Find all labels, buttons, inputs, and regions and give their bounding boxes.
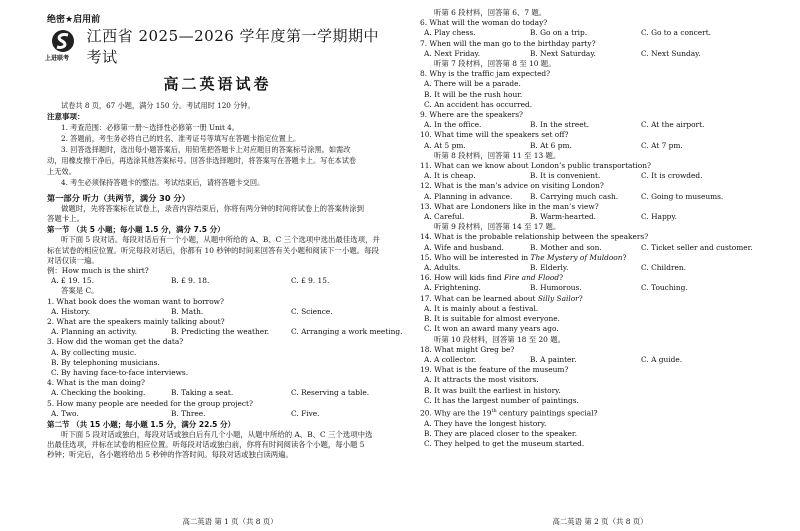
option: C. Touching. [641,283,688,293]
options [420,49,786,59]
option: B. Elderly. [530,263,569,273]
option: B. It is suitable for almost everyone. [424,314,560,324]
option: B. Three. [171,408,206,418]
option: C. It won an award many years ago. [424,324,559,334]
option: B. By telephoning musicians. [51,357,160,367]
option: A. A collector. [424,354,477,364]
option: A. History. [51,306,91,316]
options [420,243,786,253]
book-title: The Mystery of Muldoon [530,252,623,262]
options [420,120,786,130]
option: A. It is cheap. [424,171,476,181]
option: C. Go to a concert. [641,28,712,38]
option: C. Children. [641,263,686,273]
options [420,28,786,38]
option: A. At 5 pm. [424,140,466,150]
option: B. Predicting the weather. [171,327,270,337]
question-text: 20. Why are the 19 [420,408,492,418]
question: 5. How many people are needed for the group project? [47,398,253,408]
option: C. By having face-to-face interviews. [51,368,189,378]
note-line: 动，用橡皮擦干净后，再选涂其他答案标号。回答非选择题时，将答案写在答题卡上。写在本试卷 [47,156,357,165]
question: 18. What might Greg be? [420,344,515,354]
book-title: Silly Sailor [537,293,579,303]
question: 6. What will the woman do today? [420,18,548,28]
question: 7. When will the man go to the birthday party? [420,38,596,48]
option: B. Go on a trip. [530,28,588,38]
question: 4. What is the man doing? [47,378,145,388]
option: C. At 7 pm. [641,140,683,150]
question: 8. Why is the traffic jam expected? [420,69,551,79]
option: C. Going to museums. [641,191,724,201]
exam-meta: 试卷共 8 页，67 小题，满分 150 分。考试用时 120 分钟。 [61,101,255,110]
question-mark: ? [622,252,627,262]
question: 13. What are Londoners like in the man’s view? [420,201,599,211]
question-text: 17. What can be learned about [420,293,538,303]
question-text: 15. Who will be interested in [420,252,531,262]
sec1-head: 第一节 （共 5 小题；每小题 1.5 分，满分 7.5 分） [47,225,225,235]
notes-head: 注意事项： [47,112,85,121]
option: C. A guide. [641,354,683,364]
option: C. Ticket seller and customer. [641,242,753,252]
question: 1. What book does the woman want to borrow? [47,296,224,306]
listen-instruction: 听第 10 段材料，回答第 18 至 20 题。 [434,334,565,344]
question-text-end: century paintings special? [496,408,598,418]
option: A. £ 19. 15. [51,276,94,286]
note-line: 4. 考生必须保持答题卡的整洁。考试结束后，请将答题卡交回。 [61,178,265,187]
question [420,253,786,263]
subject-title: 高二英语试卷 [163,75,272,93]
question: 2. What are the speakers mainly talking about? [47,317,225,327]
sec2-head: 第二节 （共 15 小题；每小题 1.5 分，满分 22.5 分） [47,420,236,430]
option: A. Frightening. [424,283,481,293]
book-title: Fire and Flood [503,273,560,283]
page-2 [400,0,800,531]
option: C. Happy. [641,212,677,222]
note-line: 3. 回答选择题时，选出每小题答案后，用铅笔把答题卡上对应题目的答案标号涂黑。如需改 [61,145,351,154]
listen-instruction: 听第 6 段材料，回答第 6、7 题。 [434,8,547,17]
options [47,388,388,398]
option: B. It is convenient. [530,171,601,181]
option: A. It attracts the most visitors. [424,375,539,385]
option: C. Arranging a work meeting. [291,327,403,337]
question: 9. Where are the speakers? [420,110,523,120]
option: C. £ 9. 15. [291,276,330,286]
superscript: th [491,407,497,414]
option: B. At 6 pm. [530,140,572,150]
question [420,294,786,304]
option: C. Five. [291,408,320,418]
sec2-intro: 听下面 5 段对话或独白，每段对话或独白后有几个小题，从题中所给的 A、B、C 三个选项中选 [61,430,373,440]
option: B. They are placed closer to the speaker. [424,428,577,438]
sec2-intro: 出最佳选项，并标在试卷的相应位置。听每段对话或独白前，你将有时间阅读各个小题，每小题 5 [47,440,365,450]
option: B. £ 9. 18. [171,276,210,286]
secret-label: 绝密★启用前 [47,15,101,25]
option: B. Carrying much cash. [530,191,619,201]
question [420,406,786,419]
example-options [47,276,388,286]
option: C. Science. [291,306,333,316]
option: C. Reserving a table. [291,388,370,398]
exam-title: 江西省 2025—2026 学年度第一学期期中考试 [86,27,380,66]
question-mark: ? [578,293,583,303]
question: 19. What is the feature of the museum? [420,365,569,375]
option: A. They have the longest history. [424,418,547,428]
option: A. Planning an activity. [51,327,137,337]
question [420,273,786,283]
listen-instruction: 听第 8 段材料，回答第 11 至 13 题。 [434,150,561,160]
sec1-intro: 听下面 5 段对话。每段对话后有一个小题，从题中所给的 A、B、C 三个选项中选出最佳选项，并 [61,235,380,245]
options [420,212,786,222]
options [47,327,403,337]
question-text: 16. How will kids find [420,273,504,283]
option: A. It is mainly about a festival. [424,303,539,313]
option: B. Taking a seat. [171,388,234,398]
example-answer: 答案是 C。 [61,286,99,296]
option: A. Adults. [424,263,461,273]
sec1-intro: 标在试卷的相应位置。听完每段对话后，你都有 10 秒钟的时间来回答有关小题和阅读下一小题。每段 [47,245,379,255]
listen-instruction: 听第 9 段材料，回答第 14 至 17 题。 [434,222,561,232]
options [420,263,786,273]
part1-intro: 答题卡上。 [47,214,84,224]
listen-instruction: 听第 7 段材料，回答第 8 至 10 题。 [434,59,556,69]
option: A. In the office. [424,120,482,130]
option: A. Planning in advance. [424,191,513,201]
option: C. They helped to get the museum started. [424,439,585,448]
note-line: 1. 考查范围：必修第一册～选择性必修第一册 Unit 4。 [61,123,239,132]
option: C. It has the largest number of paintings. [424,395,579,405]
question: 14. What is the probable relationship between the speakers? [420,232,649,242]
option: A. Checking the booking. [51,388,146,398]
exam-header [45,27,388,66]
options [420,171,786,181]
options [420,141,786,151]
question: 12. What is the man’s advice on visiting London? [420,181,604,191]
option: A. There will be a parade. [424,79,521,89]
option: A. Play chess. [424,28,476,38]
logo-icon [50,29,76,53]
option: B. It was built the earliest in history. [424,385,561,395]
option: C. An accident has occurred. [424,99,533,109]
option: B. Mother and son. [530,242,602,252]
logo-text: 上进联考 [45,55,70,62]
option: C. It is crowded. [641,171,703,181]
note-line: 上无效。 [47,167,76,176]
option: B. In the street. [530,120,589,130]
options [420,283,786,293]
options [420,192,786,202]
option: A. Two. [51,408,79,418]
option: C. Next Sunday. [641,48,701,58]
option: A. Next Friday. [424,48,481,58]
option: B. Next Saturday. [530,48,596,58]
page-footer: 高二英语 第 2 页（共 8 页） [552,517,648,526]
question-mark: ? [559,273,564,283]
options [420,355,786,365]
options [47,307,388,317]
part1-intro: 做题时，先将答案标在试卷上，录音内容结束后，你将有两分钟的时间将试卷上的答案转涂到 [61,204,365,213]
sec1-intro: 对话仅读一遍。 [47,255,99,265]
question: 10. What time will the speakers set off? [420,130,569,140]
page-footer: 高二英语 第 1 页（共 8 页） [182,517,278,526]
part1-head: 第一部分 听力（共两节，满分 30 分） [47,193,190,203]
note-line: 2. 答题前，考生务必将自己的姓名、准考证号等填写在答题卡指定位置上。 [61,134,301,143]
option: B. Math. [171,306,204,316]
option: A. By collecting music. [51,347,137,357]
option: B. It will be the rush hour. [424,89,523,99]
option: B. A painter. [530,354,577,364]
question: 11. What can we know about London’s public transportation? [420,161,651,171]
logo [47,29,79,63]
question: 3. How did the woman get the data? [47,337,184,347]
option: A. Careful. [424,212,465,222]
option: A. Wife and husband. [424,242,504,252]
options [47,409,388,419]
example-question: 例：How much is the shirt? [47,266,149,276]
option: C. At the airport. [641,120,705,130]
option: B. Humorous. [530,283,582,293]
option: B. Warm-hearted. [530,212,597,222]
sec2-intro: 秒钟；听完后，各小题将给出 5 秒钟的作答时间。每段对话或独白读两遍。 [47,450,293,460]
